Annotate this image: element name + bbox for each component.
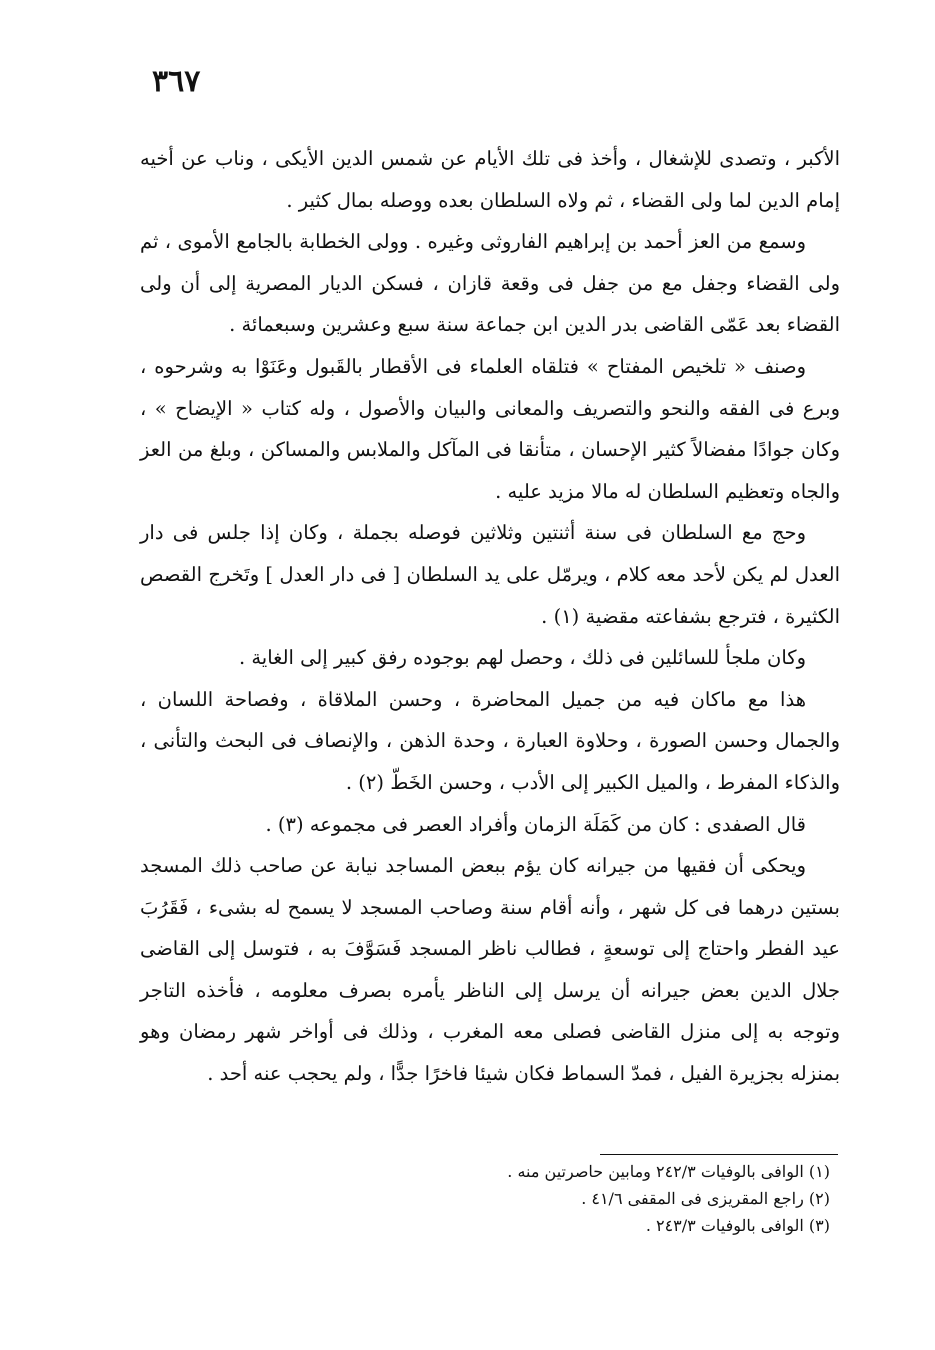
paragraph: وكان ملجأ للسائلين فى ذلك ، وحصل لهم بوجوده رفق كبير إلى الغاية . — [238, 646, 806, 670]
paragraph: وحج مع السلطان فى سنة أثنتين وثلاثين فوصله بجملة ، وكان إذا جلس فى دار العدل لم يكن لأحد معه كلام ، ويرمّل على يد السلطان [ فى دار العدل ] وتَخرج القصص الكثيرة ، فترجع بشفاعته مقضية (١) . — [140, 521, 840, 628]
footnote: (١) الوافى بالوفيات ٢٤٢/٣ ومابين حاصرتين منه . — [507, 1162, 830, 1181]
paragraph: وصنف « تلخيص المفتاح » فتلقاه العلماء فى الأقطار بالقَبول وعَنَوْا به وشرحوه ، وبرع فى الفقه والنحو والتصريف والمعانى والبيان والأصول ، وله كتاب « الإيضاح » ، وكان جوادًا مفضالاً كثير الإحسان ، متأنقا فى المآكل والملابس والمساكن ، وبلغ من العز والجاه وتعظيم السلطان له مالا مزيد عليه . — [140, 354, 840, 503]
footnote-divider — [600, 1154, 838, 1155]
paragraph: وسمع من العز أحمد بن إبراهيم الفاروثى وغيره . وولى الخطابة بالجامع الأموى ، ثم ولى القضاء وجفل مع من جفل فى وقعة قازان ، فسكن الديار المصرية إلى أن ولى القضاء بعد عَمّى القاضى بدر الدين ابن جماعة سنة سبع وعشرين وسبعمائة . — [140, 230, 840, 337]
paragraph: الأكبر ، وتصدى للإشغال ، وأخذ فى تلك الأيام عن شمس الدين الأيكى ، وناب عن أخيه إمام الدين لما ولى القضاء ، ثم ولاه السلطان بعده ووصله بمال كثير . — [140, 147, 840, 212]
footnotes — [300, 1158, 830, 1239]
main-text — [140, 138, 840, 1095]
paragraph: ويحكى أن فقيها من جيرانه كان يؤم ببعض المساجد نيابة عن صاحب ذلك المسجد بستين درهما فى كل شهر ، وأنه أقام سنة وصاحب المسجد لا يسمح له بشىء ، فَقَرُبَ عيد الفطر واحتاج إلى توسعةٍ ، فطالب ناظر المسجد فَسَوَّفَ به ، فتوسل إلى القاضى جلال الدين بعض جيرانه أن يرسل إلى الناظر يأمره بصرف معلومه ، فأخذه التاجر وتوجه به إلى منزل القاضى فصلى معه المغرب ، وذلك فى أواخر شهر رمضان وهو بمنزله بجزيرة الفيل ، فمدّ السماط فكان شيئا فاخرًا جدًّا ، ولم يحجب عنه أحد . — [140, 854, 840, 1086]
paragraph: هذا مع ماكان فيه من جميل المحاضرة ، وحسن الملاقاة ، وفصاحة اللسان ، والجمال وحسن الصورة ، وحلاوة العبارة ، وحدة الذهن ، والإنصاف فى البحث والتأنى ، والذكاء المفرط ، والميل الكبير إلى الأدب ، وحسن الخَطّ (٢) . — [140, 687, 840, 794]
footnote: (٢) راجع المقريزى فى المقفى ٤١/٦ . — [581, 1189, 830, 1208]
page-number: ٣٦٧ — [152, 64, 201, 99]
paragraph: قال الصفدى : كان من كَمَلَة الزمان وأفراد العصر فى مجموعه (٣) . — [265, 812, 806, 836]
footnote: (٣) الوافى بالوفيات ٢٤٣/٣ . — [645, 1216, 830, 1235]
